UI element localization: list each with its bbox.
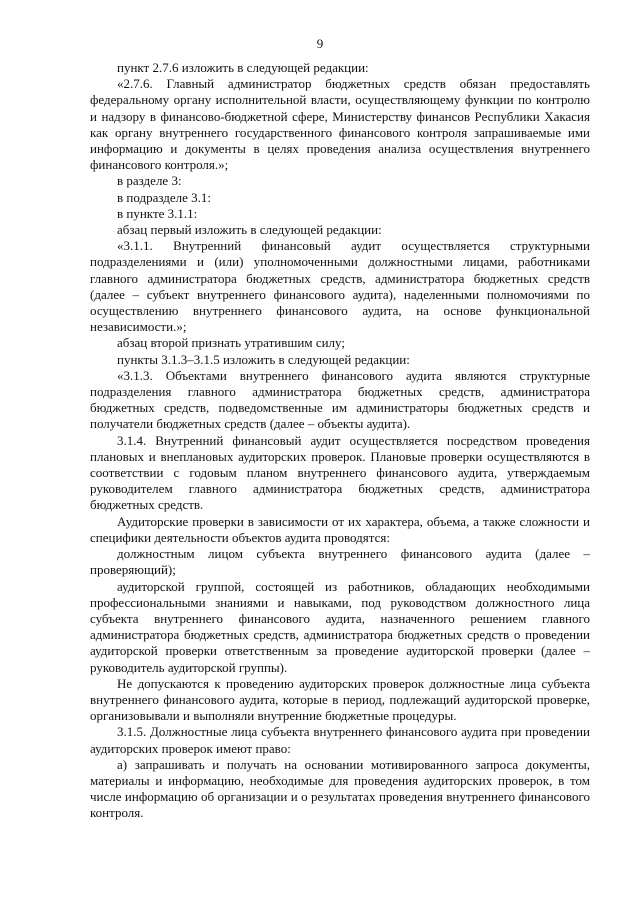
paragraph: должностным лицом субъекта внутреннего финансового аудита (далее – проверяющий); <box>90 546 590 578</box>
paragraph: 3.1.5. Должностные лица субъекта внутреннего финансового аудита при проведении аудиторских проверок имеют право: <box>90 724 590 756</box>
page-number: 9 <box>316 36 324 51</box>
paragraph: в подразделе 3.1: <box>117 189 212 205</box>
paragraph: Не допускаются к проведению аудиторских проверок должностные лица субъекта внутреннего финансового аудита, которые в период, подлежащий аудиторской проверке, организовывали и выполняли внутренние бюджетные процедуры. <box>90 675 590 724</box>
paragraph: «3.1.3. Объектами внутреннего финансового аудита являются структурные подразделения главного администратора бюджетных средств, администратора бюджетных средств, подведомственные им администраторы бюджетных средств и получатели бюджетных средств (далее – объекты аудита). <box>90 367 590 432</box>
document-body <box>90 60 590 822</box>
paragraph: в пункте 3.1.1: <box>117 205 198 221</box>
paragraph: Аудиторские проверки в зависимости от их характера, объема, а также сложности и специфики деятельности объектов аудита проводятся: <box>90 513 590 545</box>
paragraph: пункт 2.7.6 изложить в следующей редакции: <box>117 60 369 75</box>
paragraph: 3.1.4. Внутренний финансовый аудит осуществляется посредством проведения плановых и внеплановых аудиторских проверок. Плановые проверки осуществляются в соответствии с годовым планом внутреннего финансового аудита, утверждаемым руководителем главного администратора бюджетных средств, администратора бюджетных средств. <box>90 432 590 513</box>
paragraph: в разделе 3: <box>117 173 182 189</box>
paragraph: а) запрашивать и получать на основании мотивированного запроса документы, материалы и информацию, необходимые для проведения аудиторских проверок, в том числе информацию об организации и о результатах проведения внутреннего финансового контроля. <box>90 756 590 821</box>
paragraph: «3.1.1. Внутренний финансовый аудит осуществляется структурными подразделениями и (или) уполномоченными должностными лицами, работниками главного администратора бюджетных средств, администратора бюджетных средств (далее – субъект внутреннего финансового аудита), наделенными полномочиями по осуществлению внутреннего финансового аудита, на основе функциональной независимости.»; <box>90 238 590 335</box>
paragraph: абзац второй признать утратившим силу; <box>117 335 345 351</box>
paragraph: «2.7.6. Главный администратор бюджетных средств обязан предоставлять федеральному органу исполнительной власти, осуществляющему функции по контролю и надзору в финансово-бюджетной сфере, Министерству финансов Республики Хакасия как органу внутреннего государственного финансового контроля запрашиваемые ими информацию и документы в целях проведения анализа осуществления внутреннего финансового контроля.»; <box>90 76 590 173</box>
paragraph: абзац первый изложить в следующей редакции: <box>117 222 382 238</box>
paragraph: аудиторской группой, состоящей из работников, обладающих необходимыми профессиональными знаниями и навыками, под руководством должностного лица субъекта внутреннего финансового аудита, назначенного решением главного администратора бюджетных средств, администратора бюджетных средств о проведении аудиторской проверки ответственным за проведение аудиторской проверки (далее – руководитель аудиторской группы). <box>90 578 590 675</box>
paragraph: пункты 3.1.3–3.1.5 изложить в следующей редакции: <box>117 351 410 367</box>
